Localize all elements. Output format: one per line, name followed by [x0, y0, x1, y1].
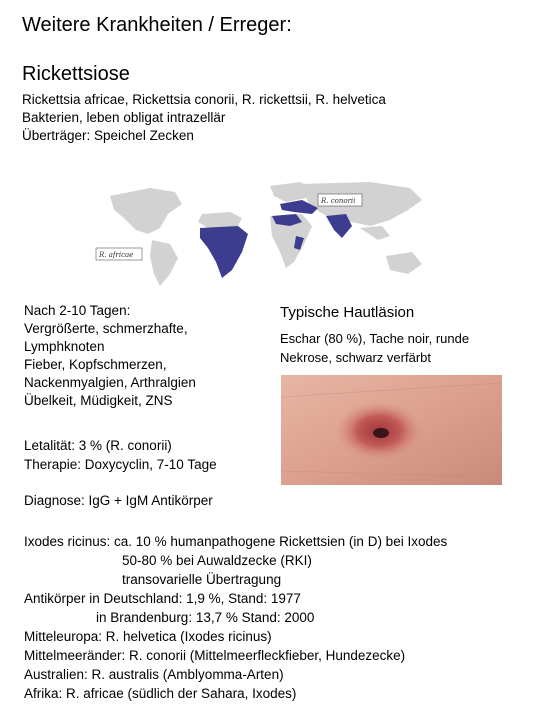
map-label-africae: R. africae — [99, 251, 134, 259]
skin-lesion-title: Typische Hautläsion — [280, 304, 415, 321]
ixodes-line: Australien: R. australis (Amblyomma-Arten) — [24, 667, 284, 682]
symptoms-list — [24, 302, 196, 410]
map-south-america — [150, 240, 178, 286]
map-africa-highlight — [200, 226, 248, 278]
ixodes-line: 50-80 % bei Auwaldzecke (RKI) — [122, 553, 312, 568]
ixodes-info — [24, 532, 447, 703]
ixodes-line: Afrika: R. africae (südlich der Sahara, Ixodes) — [24, 686, 297, 701]
ixodes-line: Ixodes ricinus: ca. 10 % humanpathogene Rickettsien (in D) bei Ixodes — [24, 534, 448, 549]
diagnosis-text: Diagnose: IgG + IgM Antikörper — [24, 493, 213, 508]
world-map — [90, 178, 470, 288]
symptom-line: Fieber, Kopfschmerzen, — [24, 357, 167, 372]
intro-text — [22, 91, 386, 145]
intro-line: Rickettsia africae, Rickettsia conorii, R. rickettsii, R. helvetica — [22, 92, 386, 107]
ixodes-line: Antikörper in Deutschland: 1,9 %, Stand: 1977 — [24, 591, 301, 606]
ixodes-line: Mitteleuropa: R. helvetica (Ixodes ricinus) — [24, 629, 272, 644]
symptom-line: Lymphknoten — [24, 339, 105, 354]
map-north-america — [110, 188, 182, 234]
map-se-asia — [360, 226, 390, 240]
therapy-line: Therapie: Doxycyclin, 7-10 Tage — [24, 457, 217, 472]
symptom-line: Nach 2-10 Tagen: — [24, 303, 131, 318]
ixodes-line: in Brandenburg: 13,7 % Stand: 2000 — [96, 610, 315, 625]
map-australia — [386, 252, 422, 274]
skin-lesion-line: Eschar (80 %), Tache noir, runde — [280, 331, 470, 346]
skin-lesion-line: Nekrose, schwarz verfärbt — [280, 350, 431, 365]
intro-line: Überträger: Speichel Zecken — [22, 128, 194, 143]
intro-line: Bakterien, leben obligat intrazellär — [22, 110, 226, 125]
symptom-line: Nackenmyalgien, Arthralgien — [24, 375, 196, 390]
map-africa-north — [198, 212, 242, 228]
map-label-conorii: R. conorii — [321, 197, 356, 205]
symptom-line: Vergrößerte, schmerzhafte, — [24, 321, 188, 336]
symptom-line: Übelkeit, Müdigkeit, ZNS — [24, 393, 173, 408]
page-title: Weitere Krankheiten / Erreger: — [22, 14, 292, 36]
ixodes-line: transovarielle Übertragung — [122, 572, 282, 587]
letality-text — [24, 436, 217, 474]
letality-line: Letalität: 3 % (R. conorii) — [24, 438, 172, 453]
skin-lesion-description — [280, 329, 469, 367]
section-heading: Rickettsiose — [22, 63, 130, 85]
eschar-mark — [373, 428, 389, 438]
skin-lesion-photo — [281, 375, 502, 485]
ixodes-line: Mittelmeeränder: R. conorii (Mittelmeerfleckfieber, Hundezecke) — [24, 648, 406, 663]
